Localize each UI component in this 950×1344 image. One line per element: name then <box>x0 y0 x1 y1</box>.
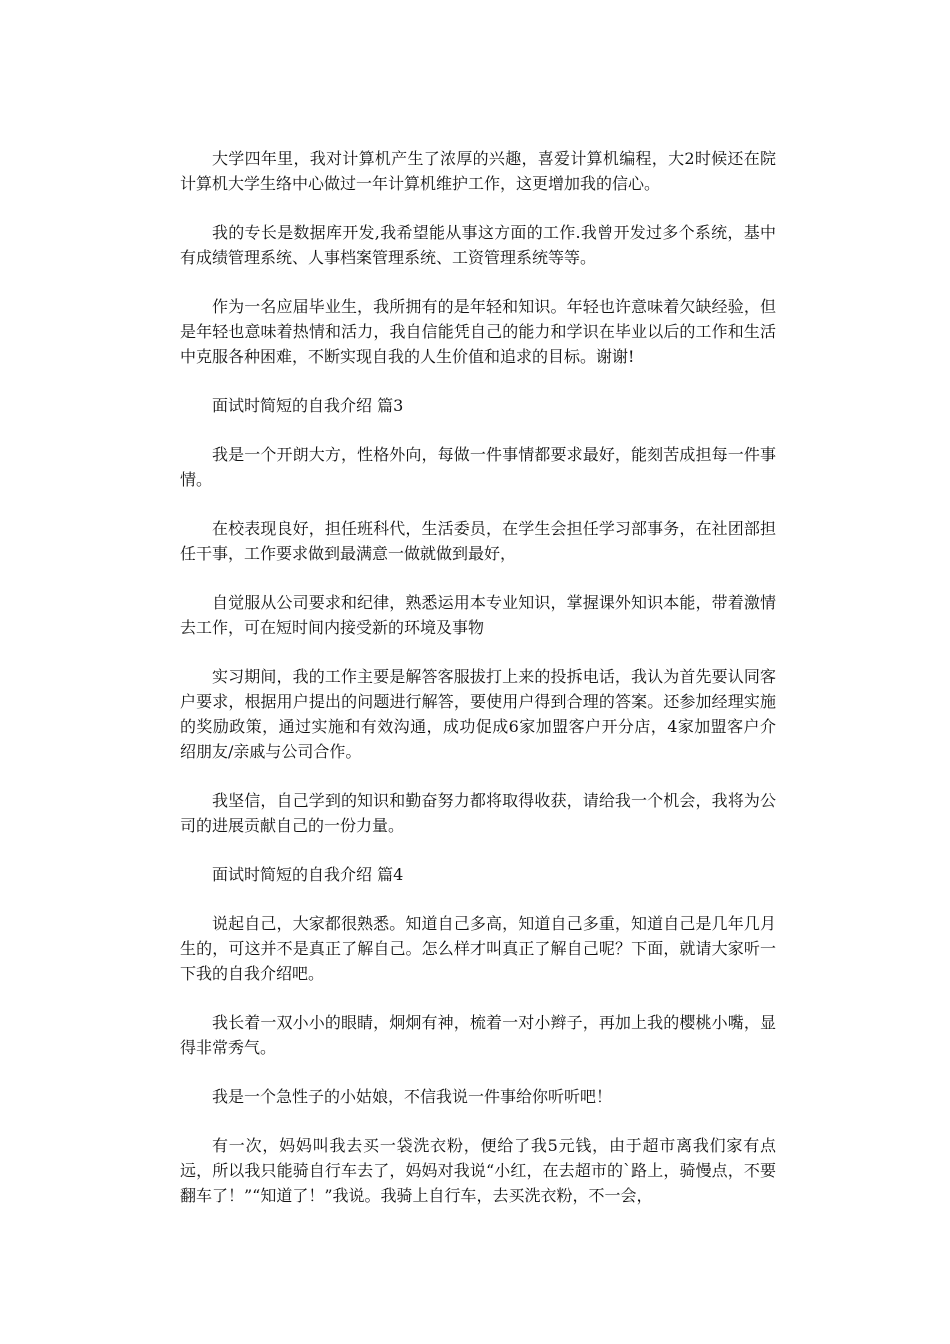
paragraph-discipline: 自觉服从公司要求和纪律，熟悉运用本专业知识，掌握课外知识本能，带着激情去工作，可在短时间内接受新的环境及事物 <box>180 593 776 637</box>
paragraph-school: 在校表现良好，担任班科代，生活委员，在学生会担任学习部事务，在社团部担任干事，工作要求做到最满意一做就做到最好， <box>180 519 776 563</box>
paragraph-interest: 大学四年里，我对计算机产生了浓厚的兴趣，喜爱计算机编程，大2时候还在院计算机大学生络中心做过一年计算机维护工作，这更增加我的信心。 <box>180 149 776 193</box>
paragraph-belief: 我坚信，自己学到的知识和勤奋努力都将取得收获，请给我一个机会，我将为公司的进展贡献自己的一份力量。 <box>180 791 776 835</box>
section-heading-4: 面试时简短的自我介绍 篇4 <box>212 865 404 884</box>
paragraph-specialty: 我的专长是数据库开发,我希望能从事这方面的工作.我曾开发过多个系统，基中有成绩管理系统、人事档案管理系统、工资管理系统等等。 <box>180 223 776 267</box>
paragraph-temper: 我是一个急性子的小姑娘，不信我说一件事给你听听吧！ <box>212 1087 613 1106</box>
document-body <box>180 146 776 1232</box>
paragraph-personality: 我是一个开朗大方，性格外向，每做一件事情都要求最好，能刻苦成担每一件事情。 <box>180 445 776 489</box>
paragraph-internship: 实习期间，我的工作主要是解答客服拔打上来的投拆电话，我认为首先要认同客户要求，根据用户提出的问题进行解答，要使用户得到合理的答案。还参加经理实施的奖励政策，通过实施和有效沟通，成功促成6家加盟客户开分店，4家加盟客户介绍朋友/亲戚与公司合作。 <box>180 667 776 761</box>
section-heading-3: 面试时简短的自我介绍 篇3 <box>212 396 404 415</box>
paragraph-appearance: 我长着一双小小的眼睛，炯炯有神，梳着一对小辫子，再加上我的樱桃小嘴，显得非常秀气。 <box>180 1013 776 1057</box>
paragraph-story: 有一次，妈妈叫我去买一袋洗衣粉，便给了我5元钱，由于超市离我们家有点远，所以我只能骑自行车去了，妈妈对我说“小红，在去超市的`路上，骑慢点，不要翻车了！”“知道了！”我说。我骑上自行车，去买洗衣粉，不一会， <box>180 1136 776 1205</box>
paragraph-graduate: 作为一名应届毕业生，我所拥有的是年轻和知识。年轻也许意味着欠缺经验，但是年轻也意味着热情和活力，我自信能凭自己的能力和学识在毕业以后的工作和生活中克服各种困难，不断实现自我的人生价值和追求的目标。谢谢! <box>180 297 776 366</box>
paragraph-about-self: 说起自己，大家都很熟悉。知道自己多高，知道自己多重，知道自己是几年几月生的，可这并不是真正了解自己。怎么样才叫真正了解自己呢？下面，就请大家听一下我的自我介绍吧。 <box>180 914 776 983</box>
